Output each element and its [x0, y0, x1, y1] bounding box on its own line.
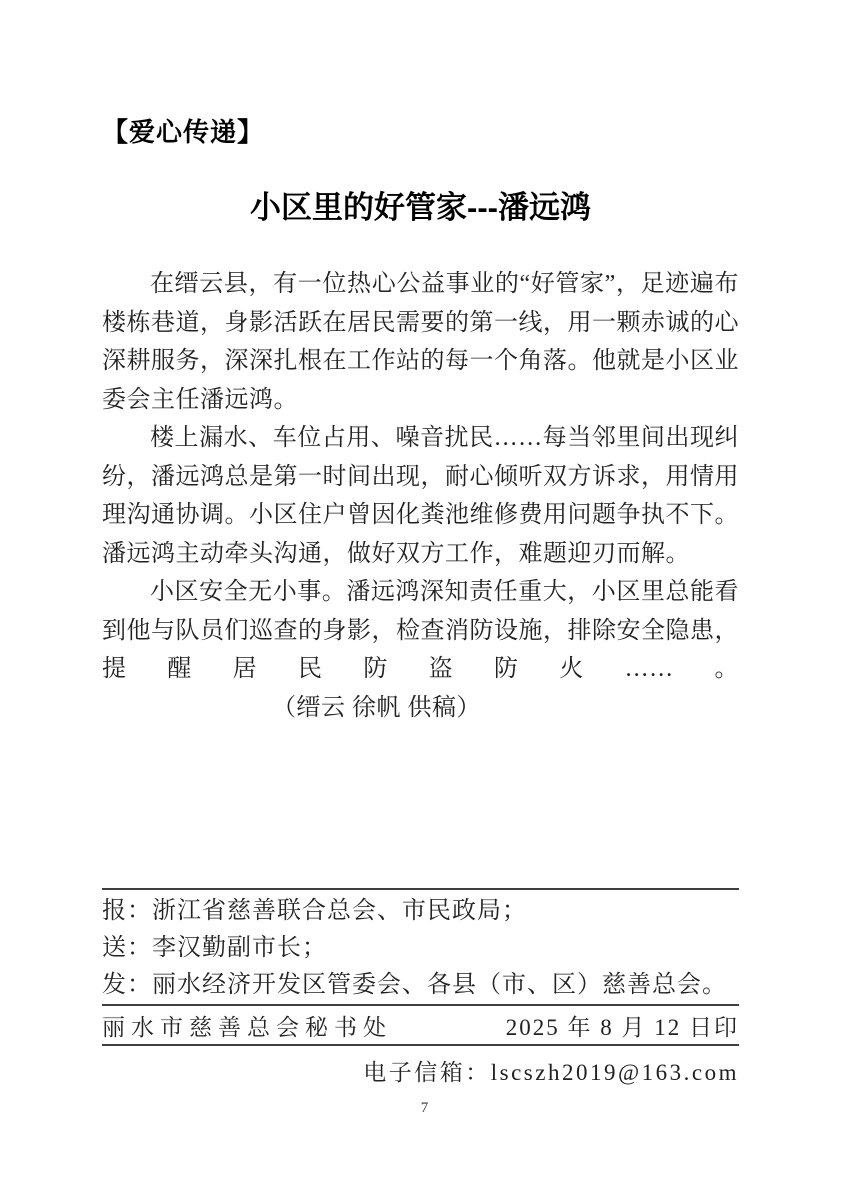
paragraph-3: [102, 573, 739, 727]
distribute-line: 发：丽水经济开发区管委会、各县（市、区）慈善总会。: [102, 972, 727, 998]
paragraph-2: 楼上漏水、车位占用、噪音扰民……每当邻里间出现纠纷，潘远鸿总是第一时间出现，耐心倾听双方诉求，用情用理沟通协调。小区住户曾因化粪池维修费用问题争执不下。潘远鸿主动牵头沟通，做好双方工作，难题迎刃而解。: [102, 425, 739, 567]
send-line: 送：李汉勤副市长；: [102, 935, 327, 961]
article-body: [102, 265, 739, 727]
report-line: 报：浙江省慈善联合总会、市民政局；: [102, 898, 527, 924]
secretariat-name: 丽水市慈善总会秘书处: [102, 1014, 392, 1040]
page-title: 小区里的好管家---潘远鸿: [250, 190, 591, 225]
secretariat-row: [102, 1006, 739, 1044]
paragraph-1: 在缙云县，有一位热心公益事业的“好管家”，足迹遍布楼栋巷道，身影活跃在居民需要的第一线，用一颗赤诚的心深耕服务，深深扎根在工作站的每一个角落。他就是小区业委会主任潘远鸿。: [102, 271, 739, 413]
distribution-list: [102, 890, 739, 1004]
print-date: 2025 年 8 月 12 日印: [505, 1014, 739, 1040]
paragraph-3-text: 小区安全无小事。潘远鸿深知责任重大，小区里总能看到他与队员们巡查的身影，检查消防设施，排除安全隐患，提醒居民防盗防火……。: [102, 579, 739, 682]
page-number: 7: [420, 1100, 429, 1116]
email-line: 电子信箱：lscszh2019@163.com: [363, 1060, 739, 1085]
column-header: 【爱心传递】: [102, 117, 265, 147]
document-footer: [102, 888, 739, 1087]
document-content: [102, 112, 739, 727]
attribution: （缙云 徐帆 供稿）: [272, 694, 481, 721]
